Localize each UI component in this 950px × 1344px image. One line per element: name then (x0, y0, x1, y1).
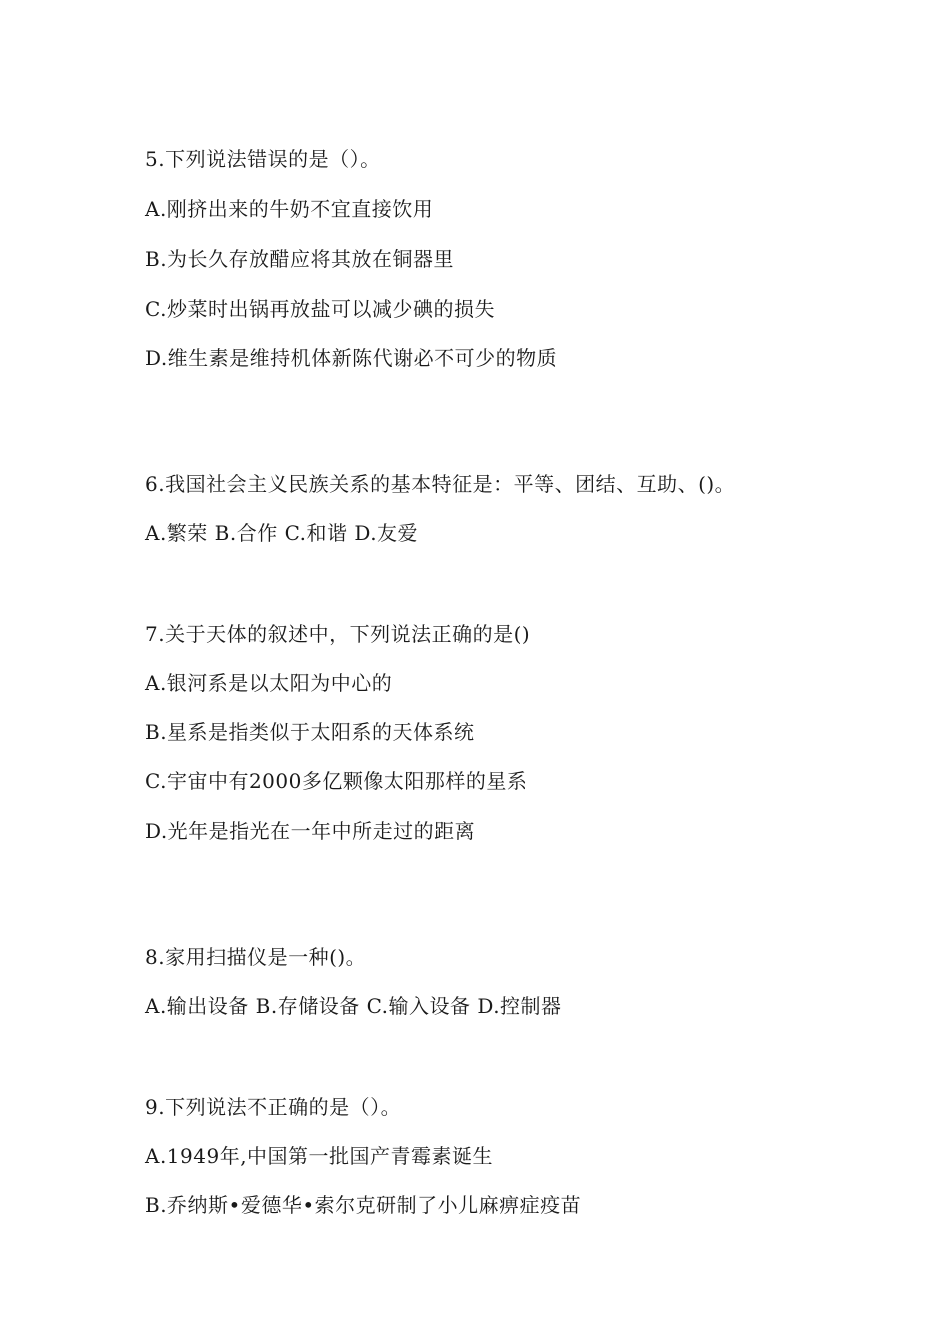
question-9-option-b: B.乔纳斯•爱德华•索尔克研制了小儿麻痹症疫苗 (145, 1193, 582, 1217)
question-5-stem: 5.下列说法错误的是（）。 (145, 147, 381, 171)
question-9-stem: 9.下列说法不正确的是（）。 (145, 1095, 402, 1119)
question-7-option-a: A.银河系是以太阳为中心的 (145, 671, 393, 695)
question-7-stem: 7.关于天体的叙述中，下列说法正确的是() (145, 622, 531, 646)
question-7-option-b: B.星系是指类似于太阳系的天体系统 (145, 720, 475, 744)
question-7-option-c: C.宇宙中有2000多亿颗像太阳那样的星系 (145, 769, 528, 793)
question-8-options: A.输出设备 B.存储设备 C.输入设备 D.控制器 (145, 994, 562, 1018)
question-6-options: A.繁荣 B.合作 C.和谐 D.友爱 (145, 521, 419, 545)
question-9-option-a: A.1949年,中国第一批国产青霉素诞生 (145, 1144, 494, 1168)
question-8-stem: 8.家用扫描仪是一种()。 (145, 945, 367, 969)
question-5-option-c: C.炒菜时出锅再放盐可以减少碘的损失 (145, 297, 495, 321)
question-5-option-d: D.维生素是维持机体新陈代谢必不可少的物质 (145, 346, 558, 370)
question-5-option-b: B.为长久存放醋应将其放在铜器里 (145, 247, 455, 271)
question-5-option-a: A.刚挤出来的牛奶不宜直接饮用 (145, 197, 434, 221)
question-7-option-d: D.光年是指光在一年中所走过的距离 (145, 819, 476, 843)
question-6-stem: 6.我国社会主义民族关系的基本特征是：平等、团结、互助、()。 (145, 472, 736, 496)
